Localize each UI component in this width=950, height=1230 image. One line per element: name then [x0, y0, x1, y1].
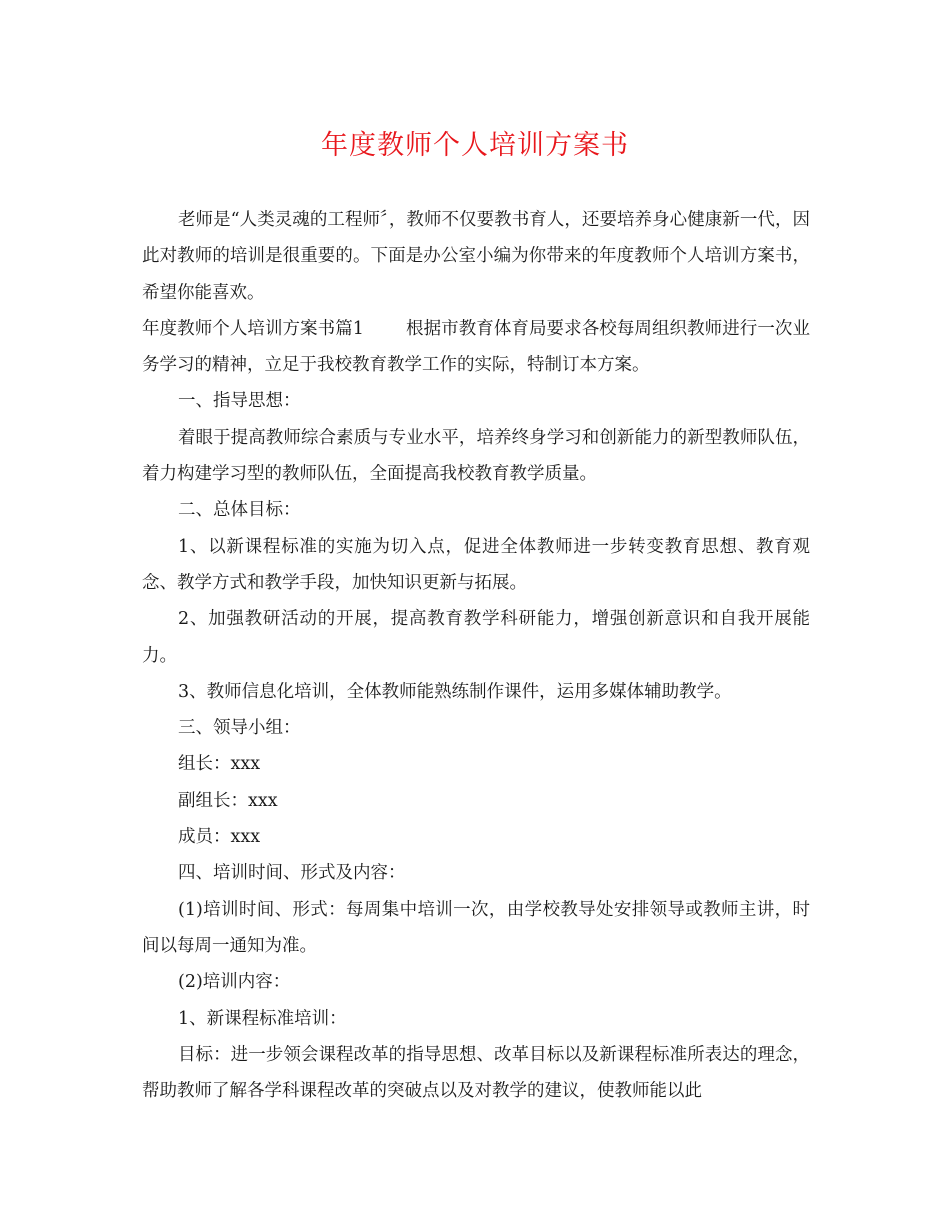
intro-paragraph: 老师是“人类灵魂的工程师〞，教师不仅要教书育人，还要培养身心健康新一代，因此对教师的培训是很重要的。下面是办公室小编为你带来的年度教师个人培训方案书，希望你能喜欢。 [142, 210, 810, 303]
heading-guiding-ideology: 一、指导思想： [178, 391, 301, 412]
training-item-1: 1、新课程标准培训： [178, 1008, 347, 1029]
training-content-label: (2)培训内容： [178, 972, 291, 993]
heading-training-schedule: 四、培训时间、形式及内容： [178, 863, 406, 884]
vice-leader-line: 副组长：xxx [178, 790, 278, 811]
members-line: 成员：xxx [178, 827, 261, 848]
section-intro-paragraph [142, 311, 810, 384]
document-title: 年度教师个人培训方案书 [321, 130, 629, 161]
heading-leadership-group: 三、领导小组： [178, 718, 301, 739]
section-lead: 根据市教育体育局要求各校每周组织教师进行一次业务学习的精神，立足于我校教育教学工作的实际，特制订本方案。 [142, 318, 811, 376]
heading-overall-goals: 二、总体目标： [178, 500, 301, 521]
paragraph-guiding-ideology: 着眼于提高教师综合素质与专业水平，培养终身学习和创新能力的新型教师队伍，着力构建学习型的教师队伍，全面提高我校教育教学质量。 [142, 427, 810, 485]
leader-line: 组长：xxx [178, 754, 261, 775]
section-heading: 年度教师个人培训方案书篇1 [142, 318, 364, 339]
objective-paragraph: 目标：进一步领会课程改革的指导思想、改革目标以及新课程标准所表达的理念，帮助教师了解各学科课程改革的突破点以及对教学的建议，使教师能以此 [142, 1044, 810, 1102]
goal-item-2: 2、加强教研活动的开展，提高教育教学科研能力，增强创新意识和自我开展能力。 [142, 609, 810, 666]
training-time-form: (1)培训时间、形式：每周集中培训一次，由学校教导处安排领导或教师主讲，时间以每周一通知为准。 [142, 899, 810, 956]
goal-item-1: 1、以新课程标准的实施为切入点，促进全体教师进一步转变教育思想、教育观念、教学方式和教学手段，加快知识更新与拓展。 [142, 536, 810, 593]
document-body [142, 202, 810, 1109]
goal-item-3: 3、教师信息化培训，全体教师能熟练制作课件，运用多媒体辅助教学。 [178, 681, 732, 702]
